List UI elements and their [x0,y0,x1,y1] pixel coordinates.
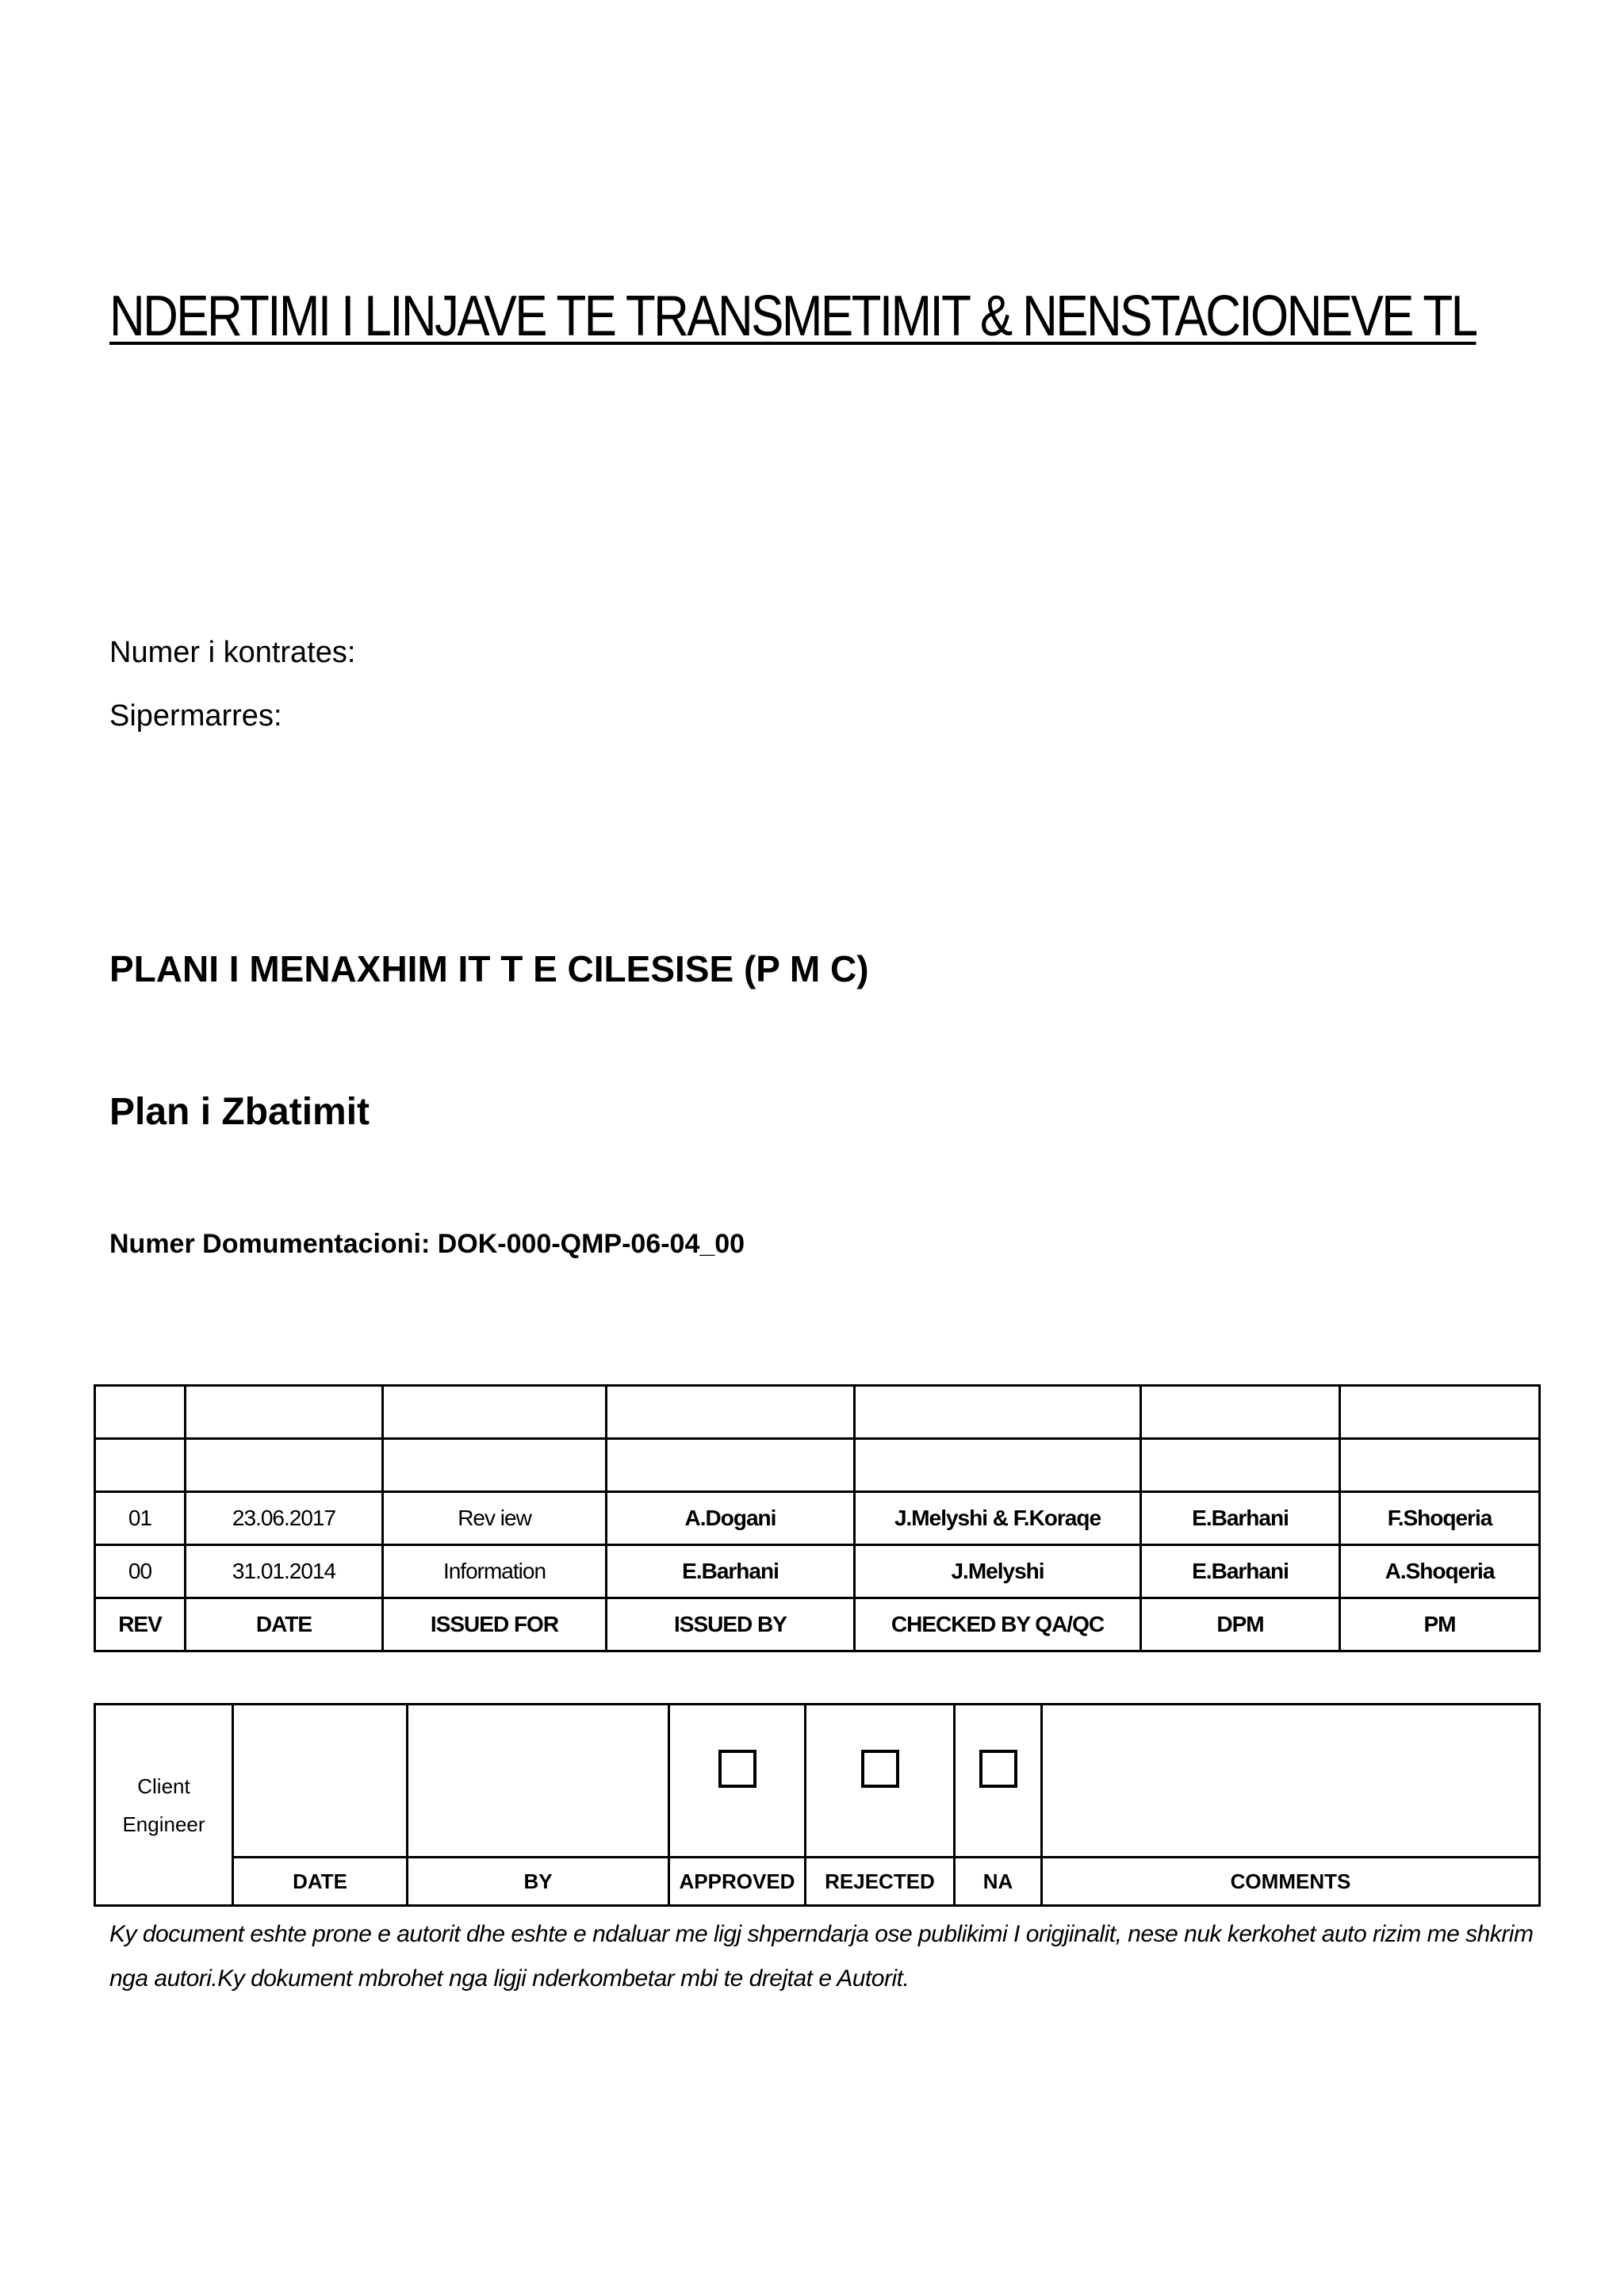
header-cell: PM [1340,1598,1540,1651]
revision-cell: F.Shoqeria [1340,1492,1540,1545]
document-title: NDERTIMI I LINJAVE TE TRANSMETIMIT & NENSTACIONEVE TL [109,285,1477,348]
revision-cell [1340,1439,1540,1492]
client-label-line1: Client [137,1774,190,1798]
client-header-approved: APPROVED [669,1858,806,1906]
header-cell: ISSUED BY [607,1598,855,1651]
header-cell: DATE [186,1598,383,1651]
revision-cell: A.Dogani [607,1492,855,1545]
revision-cell [95,1439,186,1492]
rejected-cell [806,1705,955,1858]
plan-subtitle: Plan i Zbatimit [109,1091,370,1133]
revision-cell [95,1386,186,1439]
revision-row [95,1439,1540,1492]
revision-row [95,1492,1540,1545]
revision-cell: E.Barhani [1141,1545,1340,1598]
client-header-na: NA [955,1858,1042,1906]
client-date-cell[interactable] [233,1705,408,1858]
revision-cell [855,1439,1141,1492]
document-number: Numer Domumentacioni: DOK-000-QMP-06-04_00 [109,1229,745,1259]
approved-cell [669,1705,806,1858]
revision-cell [1141,1439,1340,1492]
revision-cell [383,1386,607,1439]
client-header-row [95,1858,1540,1906]
na-checkbox[interactable] [979,1750,1017,1788]
revision-cell: A.Shoqeria [1340,1545,1540,1598]
revision-row [95,1386,1540,1439]
revision-cell: 00 [95,1545,186,1598]
revision-cell [1340,1386,1540,1439]
client-header-by: BY [408,1858,669,1906]
revision-cell [1141,1386,1340,1439]
header-cell: CHECKED BY QA/QC [855,1598,1141,1651]
client-header-rejected: REJECTED [806,1858,955,1906]
revision-cell: 31.01.2014 [186,1545,383,1598]
contractor-label: Sipermarres: [109,699,282,733]
revision-cell [607,1386,855,1439]
rejected-checkbox[interactable] [861,1750,899,1788]
revision-cell: 01 [95,1492,186,1545]
plan-title: PLANI I MENAXHIM IT T E CILESISE (P M C) [109,948,869,989]
contract-number-label: Numer i kontrates: [109,636,356,669]
revision-cell: Information [383,1545,607,1598]
comments-cell[interactable] [1042,1705,1540,1858]
client-engineer-label [95,1705,233,1906]
revision-cell [607,1439,855,1492]
revision-header-row [95,1598,1540,1651]
revision-cell: J.Melyshi [855,1545,1141,1598]
client-header-comments: COMMENTS [1042,1858,1540,1906]
revision-cell [186,1439,383,1492]
revision-cell: 23.06.2017 [186,1492,383,1545]
client-label-line2: Engineer [122,1812,205,1836]
revision-table [94,1384,1541,1652]
client-approval-table [94,1703,1541,1907]
copyright-disclaimer: Ky document eshte prone e autorit dhe eshte e ndaluar me ligj shperndarja ose publikimi I origjinalit, nese nuk kerkohet auto rizim me shkrim nga autori.Ky dokument mbrohet nga ligji nderkombetar mbi te drejtat e Autorit. [109,1921,1534,1992]
revision-cell: Rev iew [383,1492,607,1545]
revision-cell [186,1386,383,1439]
header-cell: ISSUED FOR [383,1598,607,1651]
revision-cell [855,1386,1141,1439]
revision-row [95,1545,1540,1598]
header-cell: DPM [1141,1598,1340,1651]
approved-checkbox[interactable] [718,1750,756,1788]
revision-cell: J.Melyshi & F.Koraqe [855,1492,1141,1545]
revision-cell [383,1439,607,1492]
client-header-date: DATE [233,1858,408,1906]
revision-cell: E.Barhani [607,1545,855,1598]
client-by-cell[interactable] [408,1705,669,1858]
na-cell [955,1705,1042,1858]
revision-cell: E.Barhani [1141,1492,1340,1545]
header-cell: REV [95,1598,186,1651]
